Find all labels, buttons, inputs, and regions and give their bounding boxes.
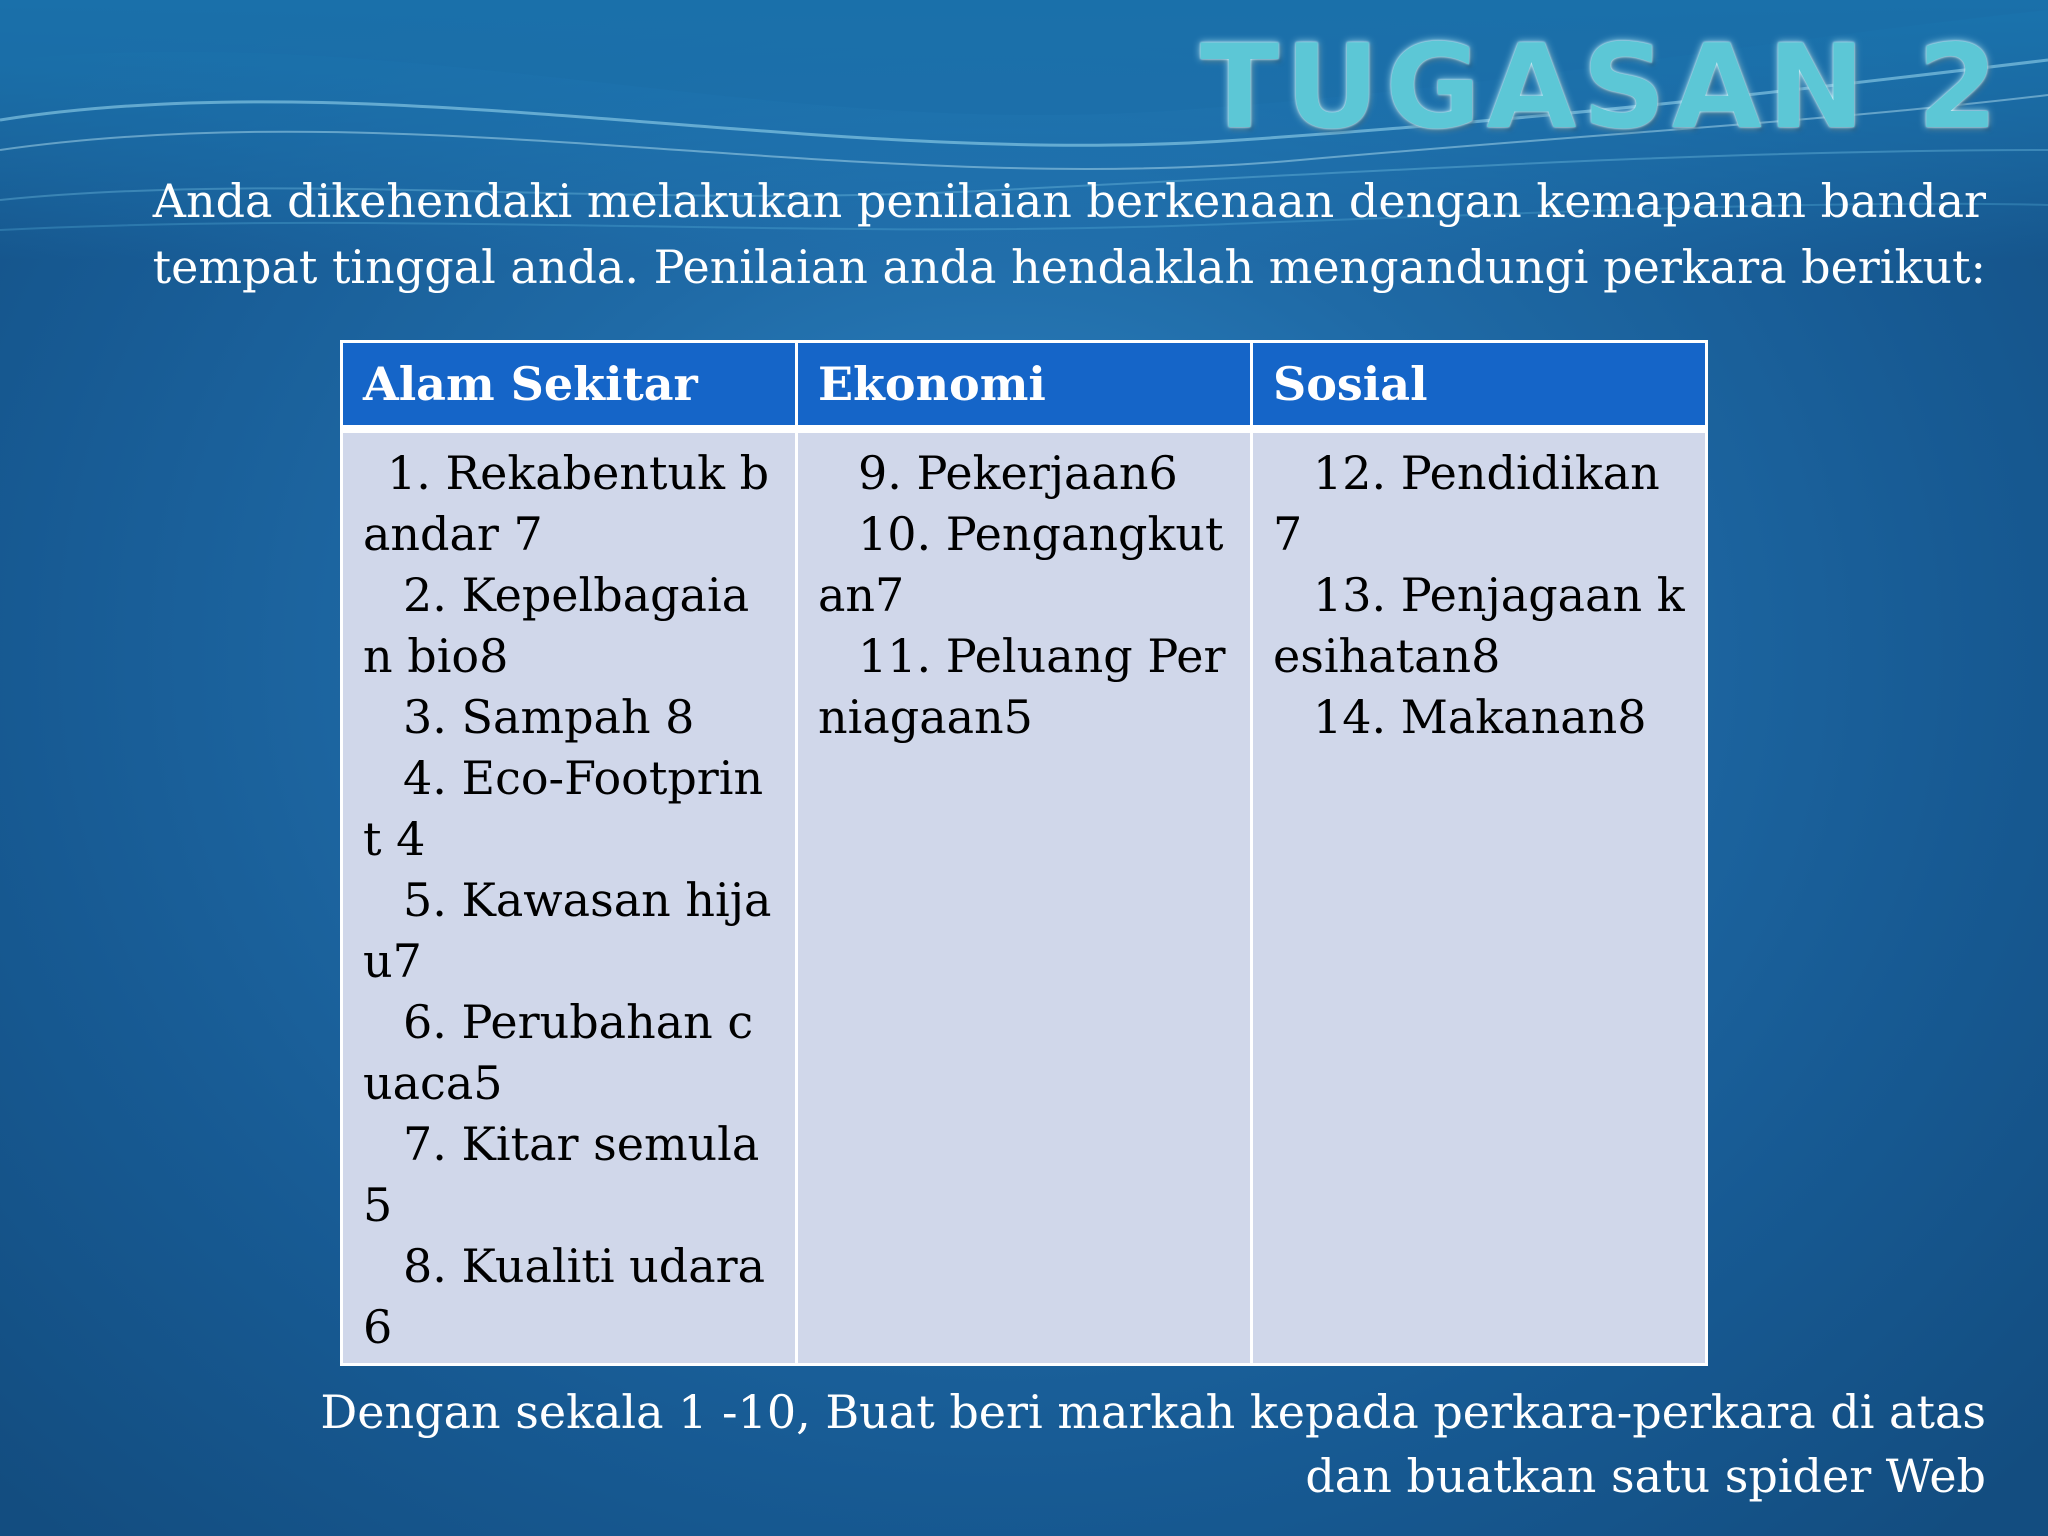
- footer-line: Dengan sekala 1 -10, Buat beri markah kepada perkara-perkara di atas: [320, 1385, 1986, 1439]
- intro-text: [40, 168, 1986, 300]
- list-item: 11. Peluang Perniagaan5: [818, 629, 1226, 744]
- footer-line: dan buatkan satu spider Web: [1305, 1449, 1986, 1503]
- criteria-table: [340, 340, 1708, 1366]
- list-item: 7. Kitar semula5: [363, 1117, 760, 1232]
- list-item: 5. Kawasan hijau7: [363, 873, 772, 988]
- column-sosial: [1252, 429, 1707, 1365]
- header-sosial: Sosial: [1252, 342, 1707, 430]
- list-item: 12. Pendidikan7: [1273, 446, 1660, 561]
- table-header-row: [342, 342, 1707, 430]
- footer-text: [200, 1380, 1986, 1508]
- list-item: 3. Sampah 8: [403, 690, 695, 744]
- list-item: 9. Pekerjaan6: [858, 446, 1178, 500]
- list-item: 14. Makanan8: [1313, 690, 1647, 744]
- list-item: 2. Kepelbagaian bio8: [363, 568, 750, 683]
- list-item: 6. Perubahan cuaca5: [363, 995, 754, 1110]
- list-item: 4. Eco-Footprint 4: [363, 751, 764, 866]
- list-item: 13. Penjagaan kesihatan8: [1273, 568, 1685, 683]
- column-alam-sekitar: [342, 429, 797, 1365]
- slide-title: TUGASAN 2: [1200, 20, 2004, 155]
- intro-line: Anda dikehendaki melakukan penilaian berkenaan dengan kemapanan bandar: [152, 174, 1986, 228]
- column-ekonomi: [797, 429, 1252, 1365]
- list-item: 10. Pengangkutan7: [818, 507, 1224, 622]
- header-alam-sekitar: Alam Sekitar: [342, 342, 797, 430]
- list-item: 8. Kualiti udara6: [363, 1239, 766, 1354]
- table-row: [342, 429, 1707, 1365]
- intro-line: tempat tinggal anda. Penilaian anda hendaklah mengandungi perkara berikut:: [152, 240, 1986, 294]
- list-item: 1. Rekabentuk bandar 7: [363, 446, 770, 561]
- header-ekonomi: Ekonomi: [797, 342, 1252, 430]
